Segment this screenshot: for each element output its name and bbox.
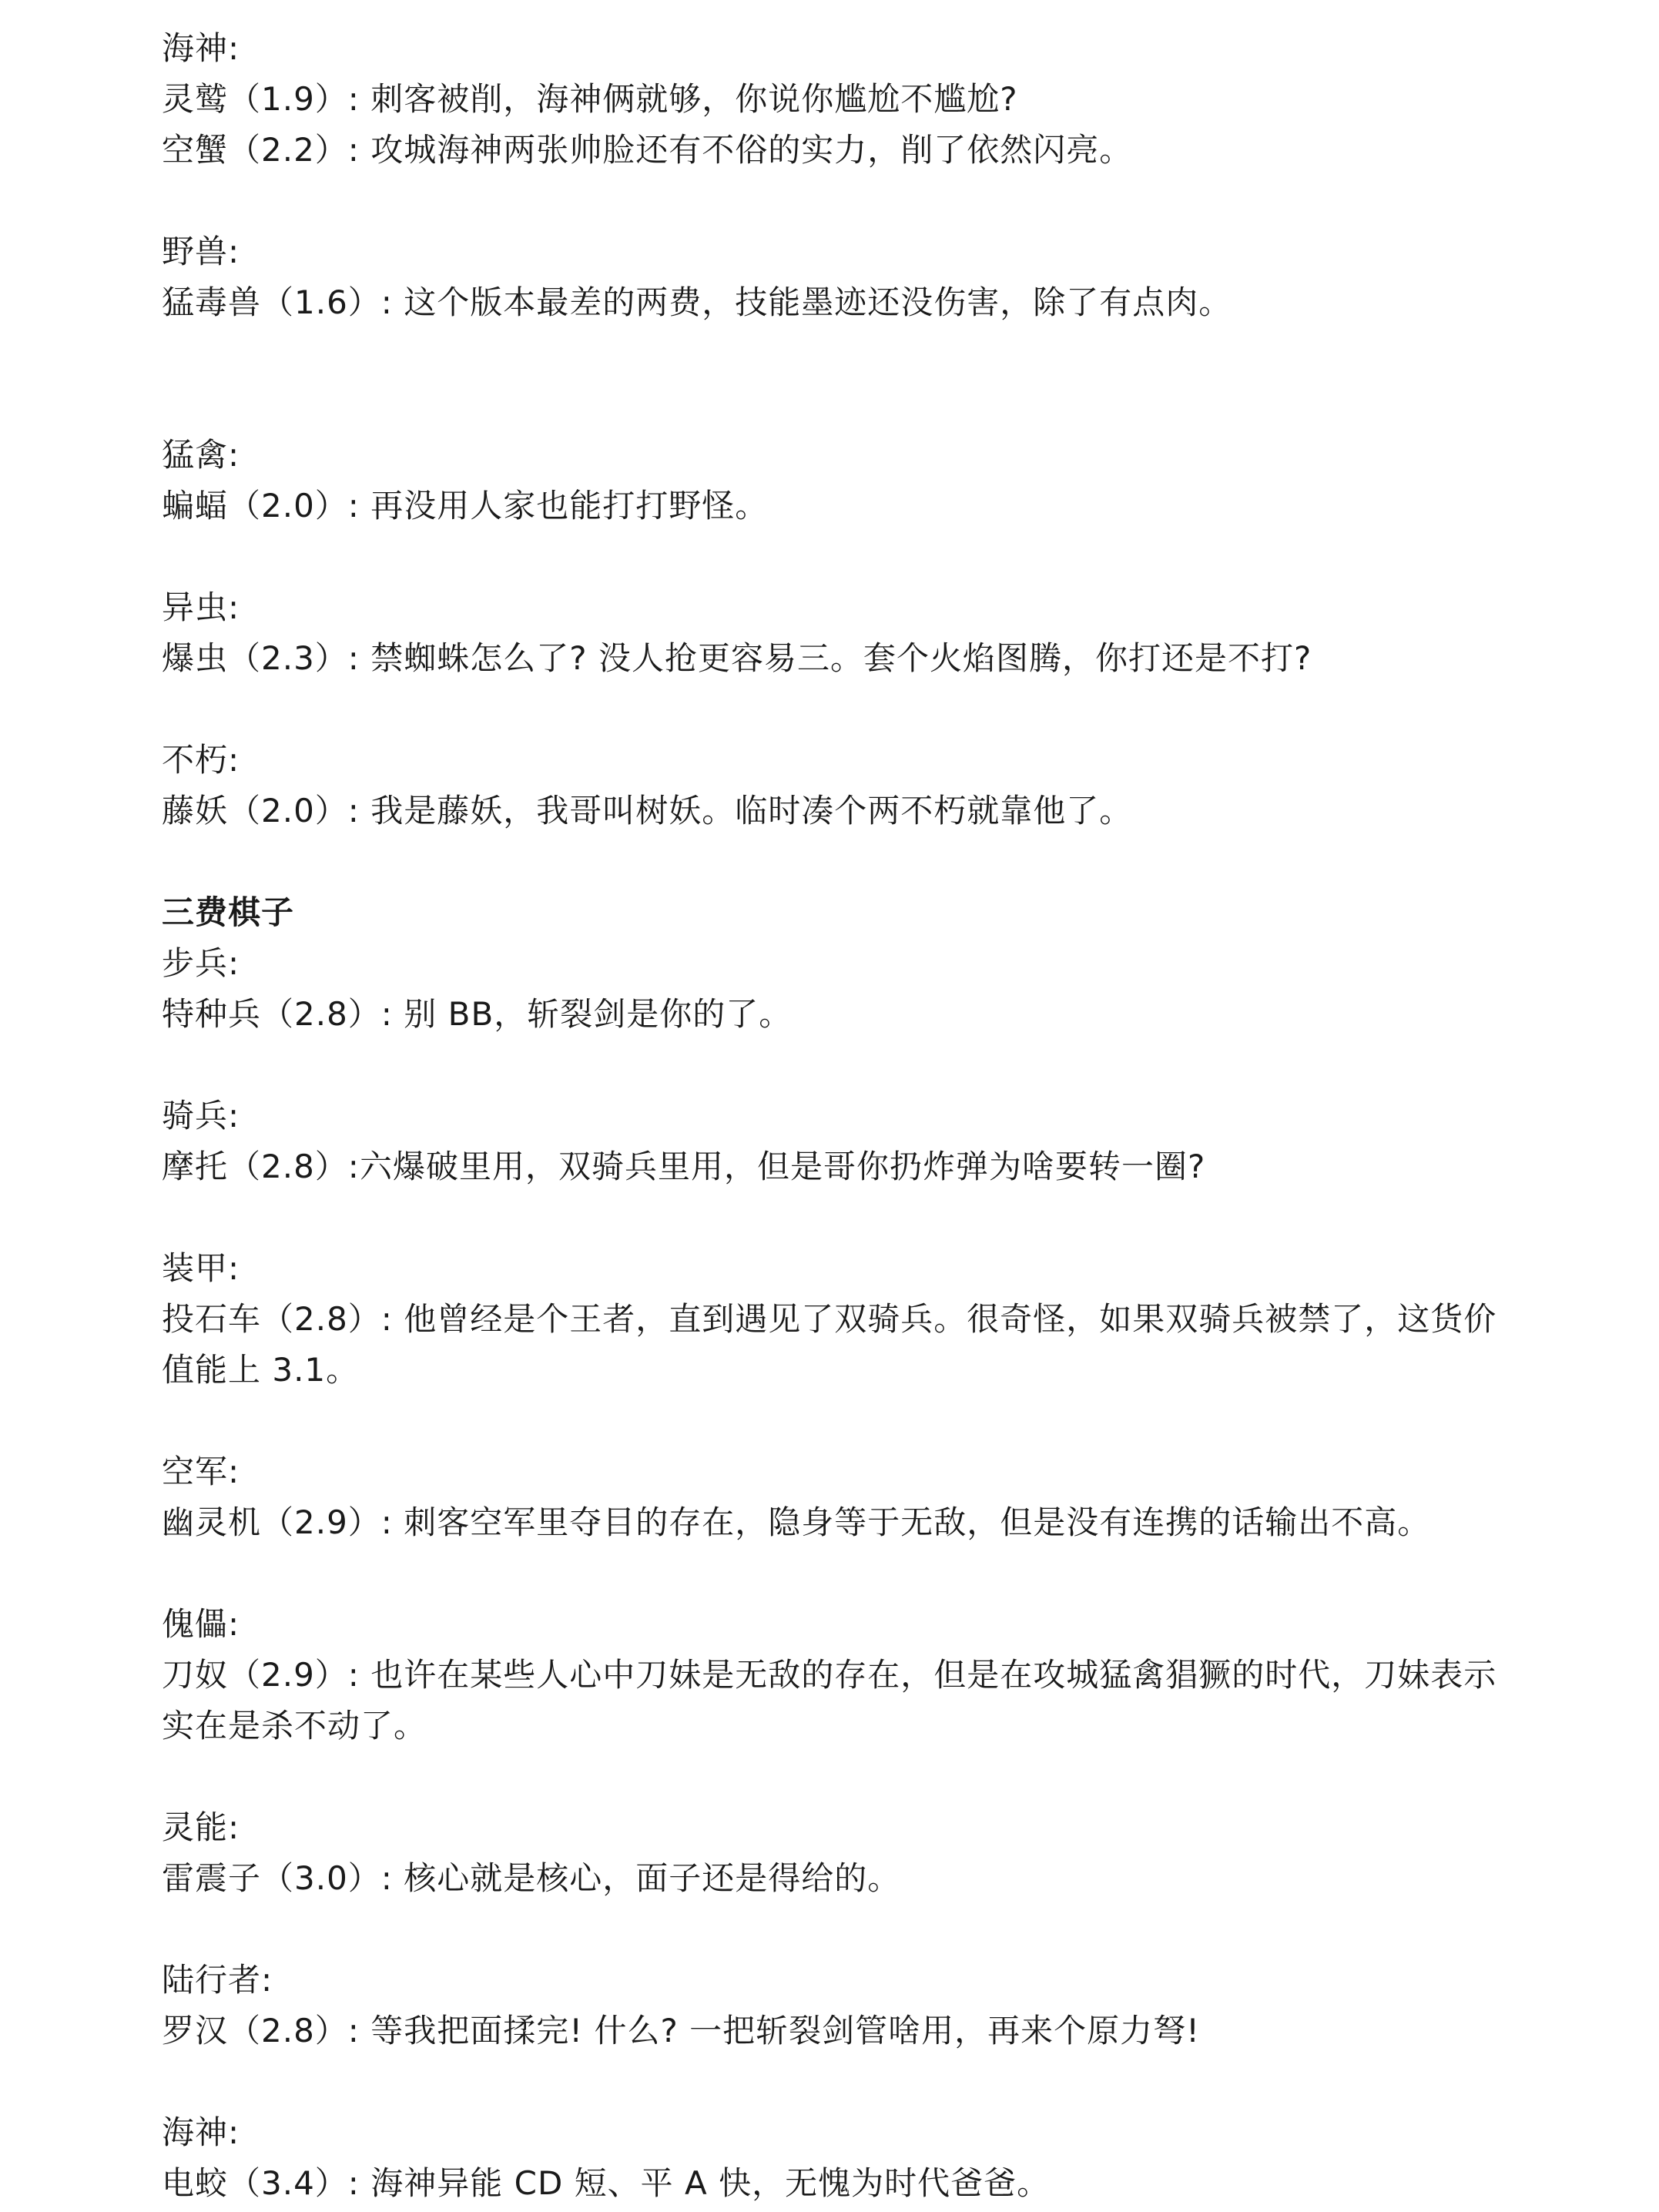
unit-entry-line2: 实在是杀不动了。 (162, 1707, 427, 1744)
unit-entry: 罗汉（2.8）: 等我把面揉完! 什么? 一把斩裂剑管啥用，再来个原力弩! (162, 2012, 1200, 2049)
unit-entry: 蝙蝠（2.0）: 再没用人家也能打打野怪。 (162, 487, 769, 525)
unit-entry: 灵鹫（1.9）: 刺客被削，海神俩就够，你说你尴尬不尴尬? (162, 80, 1018, 118)
unit-entry: 藤妖（2.0）: 我是藤妖，我哥叫树妖。临时凑个两不朽就靠他了。 (162, 792, 1133, 830)
category-label: 装甲: (162, 1249, 240, 1287)
unit-entry: 幽灵机（2.9）: 刺客空军里夺目的存在，隐身等于无敌，但是没有连携的话输出不高。 (162, 1503, 1431, 1541)
unit-entry: 雷震子（3.0）: 核心就是核心，面子还是得给的。 (162, 1859, 901, 1897)
unit-entry-line2: 值能上 3.1。 (162, 1351, 360, 1389)
spacer (162, 328, 1548, 430)
spacer (162, 176, 1548, 226)
spacer (162, 1192, 1548, 1243)
category-label: 灵能: (162, 1808, 240, 1846)
category-label: 空军: (162, 1453, 240, 1490)
document-body (162, 23, 1548, 2209)
category-label: 骑兵: (162, 1097, 240, 1134)
spacer (162, 684, 1548, 735)
category-label: 傀儡: (162, 1605, 240, 1643)
category-label: 海神: (162, 29, 240, 67)
category-label: 陆行者: (162, 1961, 273, 1999)
spacer (162, 531, 1548, 582)
spacer (162, 1396, 1548, 1446)
unit-entry: 电蛟（3.4）: 海神异能 CD 短、平 A 快，无愧为时代爸爸。 (162, 2164, 1051, 2202)
unit-entry: 爆虫（2.3）: 禁蜘蛛怎么了? 没人抢更容易三。套个火焰图腾，你打还是不打? (162, 639, 1312, 677)
spacer (162, 1904, 1548, 1955)
unit-entry: 空蟹（2.2）: 攻城海神两张帅脸还有不俗的实力，削了依然闪亮。 (162, 131, 1133, 169)
category-label: 步兵: (162, 944, 240, 982)
category-label: 异虫: (162, 588, 240, 626)
category-label: 海神: (162, 2113, 240, 2151)
spacer (162, 2056, 1548, 2107)
category-label: 猛禽: (162, 436, 240, 474)
unit-entry-line1: 刀奴（2.9）: 也许在某些人心中刀妹是无敌的存在，但是在攻城猛禽猖獗的时代，刀妹表示 (162, 1656, 1497, 1694)
unit-entry: 摩托（2.8）:六爆破里用，双骑兵里用，但是哥你扔炸弹为啥要转一圈? (162, 1148, 1206, 1185)
category-label: 不朽: (162, 741, 240, 779)
spacer (162, 1751, 1548, 1802)
unit-entry: 猛毒兽（1.6）: 这个版本最差的两费，技能墨迹还没伤害，除了有点肉。 (162, 283, 1232, 321)
unit-entry: 特种兵（2.8）: 别 BB，斩裂剑是你的了。 (162, 995, 793, 1033)
unit-entry-line1: 投石车（2.8）: 他曾经是个王者，直到遇见了双骑兵。很奇怪，如果双骑兵被禁了，这货价 (162, 1300, 1497, 1338)
section-heading: 三费棋子 (162, 893, 295, 931)
spacer (162, 1040, 1548, 1091)
spacer (162, 1548, 1548, 1599)
spacer (162, 836, 1548, 887)
category-label: 野兽: (162, 233, 240, 270)
